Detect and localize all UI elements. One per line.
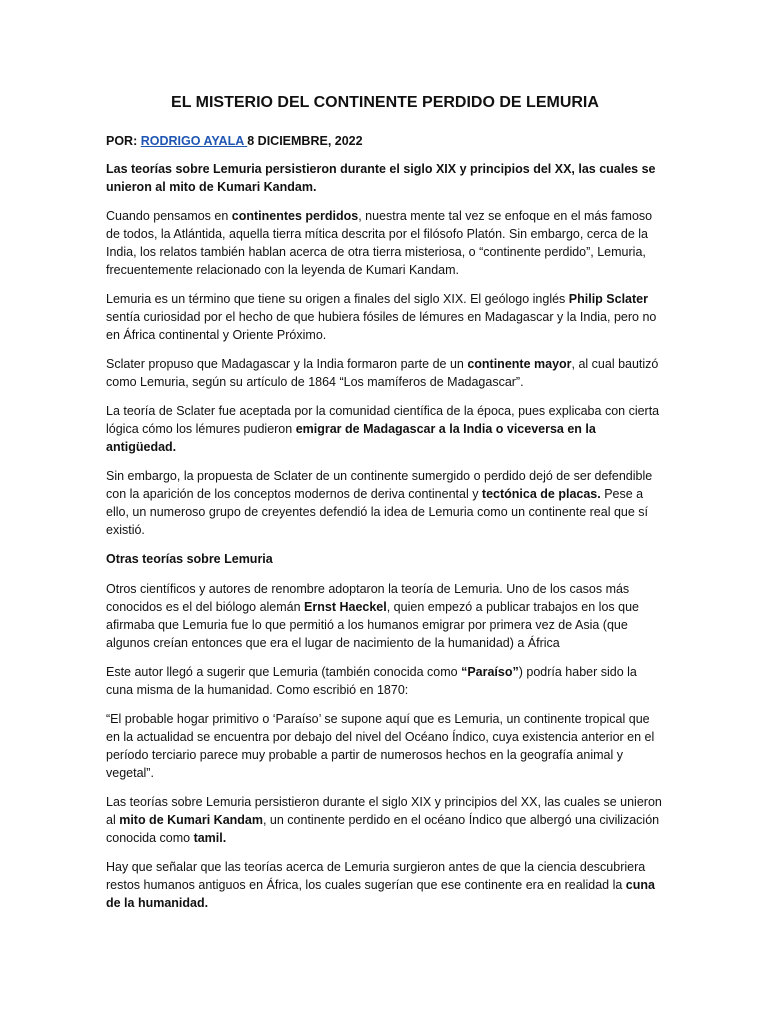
bold-run: emigrar de Madagascar a la India o viceversa en la antigüedad. bbox=[106, 422, 596, 454]
bold-run: “Paraíso” bbox=[461, 665, 519, 679]
publish-date: 8 DICIEMBRE, 2022 bbox=[247, 134, 363, 148]
text-run: Este autor llegó a sugerir que Lemuria (también conocida como bbox=[106, 665, 462, 679]
byline-prefix: POR: bbox=[106, 134, 141, 148]
text-run: Hay que señalar que las teorías acerca de Lemuria surgieron antes de que la ciencia descubriera restos humanos antiguos en África, los cuales sugerían que ese continente era en realidad la bbox=[106, 860, 646, 892]
text-run: sentía curiosidad por el hecho de que hubiera fósiles de lémures en Madagascar y la India, pero no en África continental y Oriente Próximo. bbox=[106, 310, 657, 342]
paragraph-cuna-humanidad bbox=[106, 858, 664, 912]
bold-run: tectónica de placas. bbox=[481, 487, 601, 501]
bold-run: tamil. bbox=[193, 831, 227, 845]
paragraph-deriva-continental bbox=[106, 467, 664, 539]
bold-run: cuna de la humanidad. bbox=[106, 878, 655, 910]
paragraph-sclater-propuesta bbox=[106, 355, 664, 391]
paragraph-origen-termino bbox=[106, 290, 664, 344]
author-link[interactable]: RODRIGO AYALA bbox=[140, 134, 248, 148]
bold-run: continentes perdidos bbox=[231, 209, 359, 223]
text-run: Sin embargo, la propuesta de Sclater de un continente sumergido o perdido dejó de ser defendible con la aparición de los conceptos modernos de deriva continental y bbox=[106, 469, 653, 501]
quote-paragraph: “El probable hogar primitivo o ‘Paraíso’ se supone aquí que es Lemuria, un continente tropical que en la actualidad se encuentra por debajo del nivel del Océano Índico, cuya existencia anterior en el período terciario parece muy probable a partir de numerosos hechos en la geografía animal y vegetal”. bbox=[106, 712, 655, 780]
bold-run: mito de Kumari Kandam bbox=[119, 813, 263, 827]
bold-run: continente mayor bbox=[467, 357, 572, 371]
document-title: EL MISTERIO DEL CONTINENTE PERDIDO DE LEMURIA bbox=[171, 94, 599, 111]
text-run: , quien empezó a publicar trabajos en los que afirmaba que Lemuria fue lo que permitió a los humanos emigrar por primera vez de Asia (que algunos creían entonces que era el lugar de nacimiento de la humanidad) a África bbox=[106, 600, 639, 650]
bold-run: Ernst Haeckel bbox=[304, 600, 387, 614]
text-run: , nuestra mente tal vez se enfoque en el más famoso de todos, la Atlántida, aquella tierra mítica descrita por el filósofo Platón. Sin embargo, cerca de la India, los relatos también hablan acerca de otra tierra misteriosa, o “continente perdido”, Lemuria, frecuentemente relacionado con la leyenda de Kumari Kandam. bbox=[106, 209, 653, 277]
text-run: ) podría haber sido la cuna misma de la humanidad. Como escribió en 1870: bbox=[106, 665, 637, 697]
lead-paragraph: Las teorías sobre Lemuria persistieron durante el siglo XIX y principios del XX, las cuales se unieron al mito de Kumari Kandam. bbox=[106, 162, 656, 194]
text-run: La teoría de Sclater fue aceptada por la comunidad científica de la época, pues explicaba con cierta lógica cómo los lémures pudieron bbox=[106, 404, 660, 436]
paragraph-haeckel bbox=[106, 580, 664, 652]
text-run: Otros científicos y autores de renombre adoptaron la teoría de Lemuria. Uno de los casos más conocidos es el del biólogo alemán bbox=[106, 582, 630, 614]
text-run: , un continente perdido en el océano Índico que albergó una civilización conocida como bbox=[106, 813, 660, 845]
paragraph-teoria-aceptada bbox=[106, 402, 664, 456]
text-run: , al cual bautizó como Lemuria, según su artículo de 1864 “Los mamíferos de Madagascar”. bbox=[106, 357, 659, 389]
paragraph-continentes-perdidos bbox=[106, 207, 664, 279]
text-run: Pese a ello, un numeroso grupo de creyentes defendió la idea de Lemuria como un continente real que sí existió. bbox=[106, 487, 649, 537]
paragraph-kumari-kandam bbox=[106, 793, 664, 847]
text-run: Sclater propuso que Madagascar y la India formaron parte de un bbox=[106, 357, 468, 371]
paragraph-paraiso bbox=[106, 663, 664, 699]
bold-run: Philip Sclater bbox=[568, 292, 648, 306]
byline bbox=[106, 132, 664, 150]
text-run: Las teorías sobre Lemuria persistieron durante el siglo XIX y principios del XX, las cuales se unieron al bbox=[106, 795, 662, 827]
text-run: Lemuria es un término que tiene su origen a finales del siglo XIX. El geólogo inglés bbox=[106, 292, 569, 306]
text-run: Cuando pensamos en bbox=[106, 209, 232, 223]
section-heading: Otras teorías sobre Lemuria bbox=[106, 552, 273, 566]
